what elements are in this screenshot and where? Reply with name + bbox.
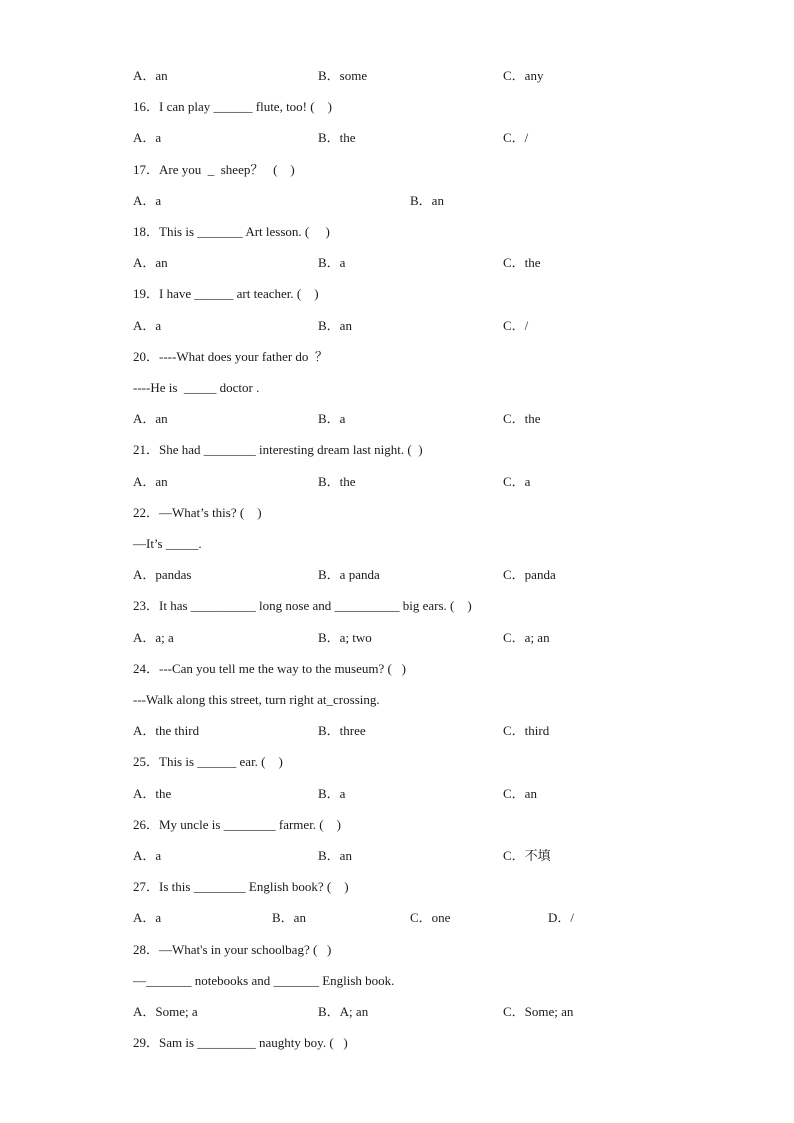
question-text: 25．This is ______ ear. ( ): [133, 754, 283, 769]
option-c: C．a; an: [503, 630, 550, 645]
option-b: B．a: [318, 786, 346, 801]
option-b: B．a; two: [318, 630, 372, 645]
option-b: B．A; an: [318, 1004, 369, 1019]
question-line: [0, 752, 794, 772]
question-line: [0, 659, 794, 679]
option-c: C．the: [503, 255, 541, 270]
options-row: [0, 565, 794, 585]
question-text: —_______ notebooks and _______ English book.: [133, 973, 395, 988]
question-text: ----He is _____ doctor .: [133, 380, 260, 395]
question-text: 18．This is _______ Art lesson. ( ): [133, 224, 330, 239]
options-row: [0, 721, 794, 741]
question-line: [0, 1033, 794, 1053]
question-text: 16．I can play ______ flute, too! ( ): [133, 99, 332, 114]
question-line: [0, 440, 794, 460]
options-row: [0, 846, 794, 866]
question-line: [0, 97, 794, 117]
options-row: [0, 908, 794, 928]
question-line: [0, 971, 794, 991]
option-b: B．an: [318, 848, 352, 863]
options-row: [0, 66, 794, 86]
question-line: [0, 596, 794, 616]
option-c: C．/: [503, 130, 529, 145]
question-text: 22．—What’s this? ( ): [133, 505, 262, 520]
options-row: [0, 128, 794, 148]
question-line: [0, 815, 794, 835]
option-c: C．third: [503, 723, 550, 738]
question-text: 28．—What's in your schoolbag? ( ): [133, 942, 332, 957]
option-a: A．the: [133, 786, 172, 801]
option-c: C．panda: [503, 567, 556, 582]
option-c: C．any: [503, 68, 544, 83]
question-line: [0, 534, 794, 554]
options-row: [0, 472, 794, 492]
question-text: 19．I have ______ art teacher. ( ): [133, 286, 319, 301]
option-b: B．three: [318, 723, 366, 738]
option-a: A．an: [133, 68, 168, 83]
question-text: 23．It has __________ long nose and __________ big ears. ( ): [133, 598, 472, 613]
option-a: A．the third: [133, 723, 200, 738]
option-b: B．an: [318, 318, 352, 333]
option-a: A．Some; a: [133, 1004, 198, 1019]
option-a: A．an: [133, 411, 168, 426]
question-text: ---Walk along this street, turn right at_crossing.: [133, 692, 380, 707]
options-row: [0, 784, 794, 804]
option-c: C．不填: [503, 848, 551, 863]
question-line: [0, 940, 794, 960]
option-a: A．a: [133, 193, 162, 208]
option-b: B．some: [318, 68, 368, 83]
options-row: [0, 409, 794, 429]
question-text: 27．Is this ________ English book? ( ): [133, 879, 349, 894]
option-b: B．an: [410, 193, 444, 208]
question-text: 24．---Can you tell me the way to the museum? ( ): [133, 661, 406, 676]
option-b: B．the: [318, 130, 356, 145]
question-text: 29．Sam is _________ naughty boy. ( ): [133, 1035, 348, 1050]
question-line: [0, 503, 794, 523]
question-line: [0, 222, 794, 242]
options-row: [0, 191, 794, 211]
question-text: 26．My uncle is ________ farmer. ( ): [133, 817, 341, 832]
option-c: C．one: [410, 910, 451, 925]
question-text: 21．She had ________ interesting dream last night. ( ): [133, 442, 423, 457]
option-b: B．an: [272, 910, 306, 925]
option-a: A．a: [133, 318, 162, 333]
option-c: C．/: [503, 318, 529, 333]
option-a: A．a: [133, 910, 162, 925]
option-a: A．a; a: [133, 630, 174, 645]
question-line: [0, 877, 794, 897]
question-line: [0, 284, 794, 304]
question-line: [0, 347, 794, 367]
option-b: B．the: [318, 474, 356, 489]
option-a: A．a: [133, 130, 162, 145]
option-a: A．an: [133, 474, 168, 489]
question-line: [0, 160, 794, 180]
option-c: C．Some; an: [503, 1004, 574, 1019]
question-text: —It’s _____.: [133, 536, 202, 551]
question-line: [0, 378, 794, 398]
option-c: C．the: [503, 411, 541, 426]
question-text: 17．Are you _ sheep？ ( ): [133, 162, 295, 177]
option-a: A．an: [133, 255, 168, 270]
option-b: B．a: [318, 411, 346, 426]
option-b: B．a panda: [318, 567, 380, 582]
options-row: [0, 316, 794, 336]
question-text: 20．----What does your father do ？: [133, 349, 328, 364]
question-line: [0, 690, 794, 710]
option-a: A．pandas: [133, 567, 192, 582]
options-row: [0, 1002, 794, 1022]
option-c: C．a: [503, 474, 531, 489]
options-row: [0, 628, 794, 648]
option-b: B．a: [318, 255, 346, 270]
option-d: D．/: [548, 910, 575, 925]
option-a: A．a: [133, 848, 162, 863]
options-row: [0, 253, 794, 273]
option-c: C．an: [503, 786, 537, 801]
